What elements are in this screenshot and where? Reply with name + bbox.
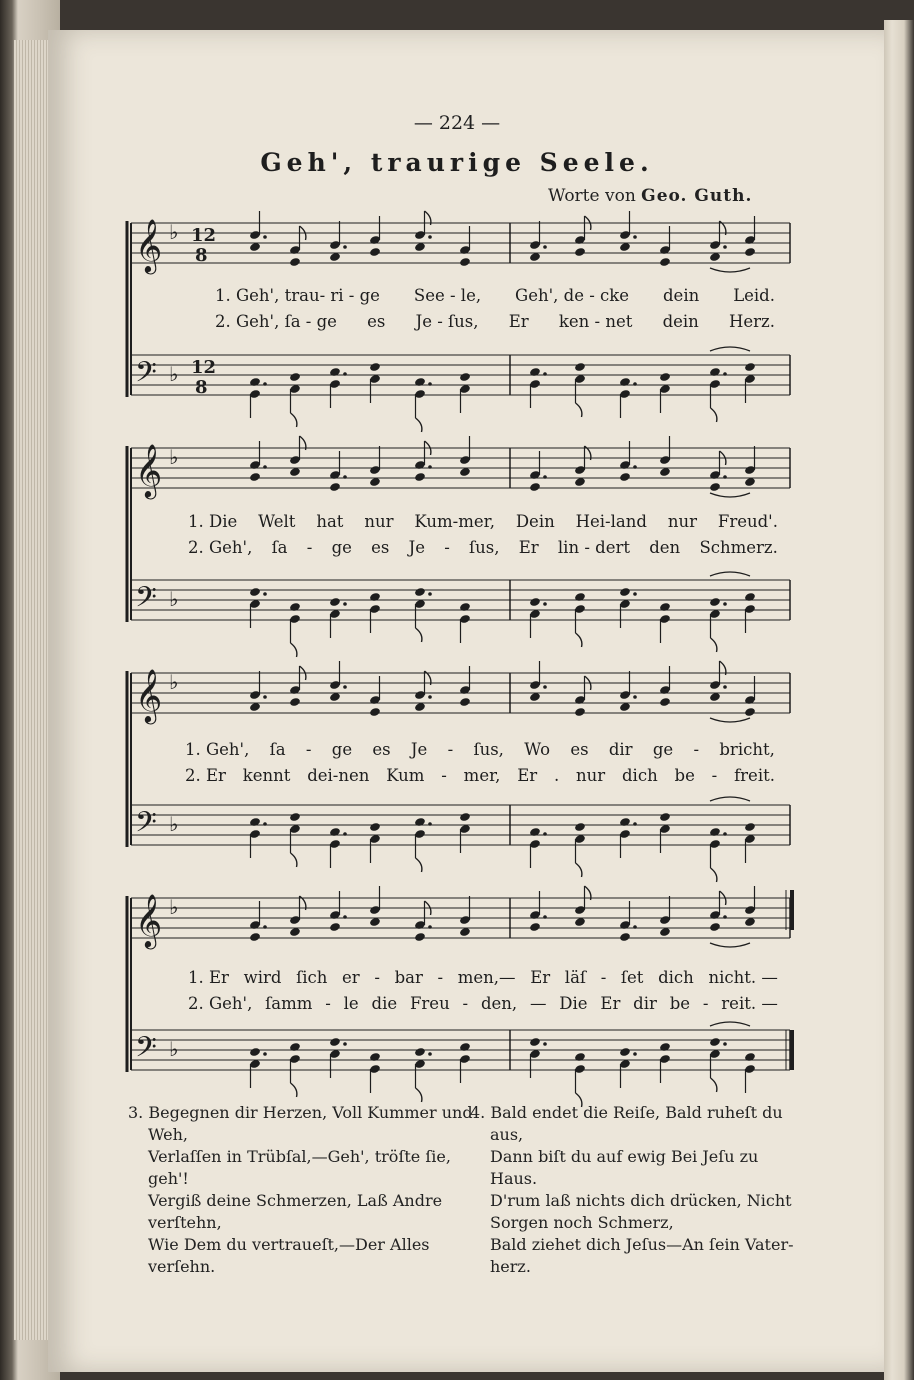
- augmentation-dot: [543, 915, 547, 919]
- key-signature-flat: ♭: [169, 895, 179, 919]
- key-signature-flat: ♭: [169, 670, 179, 694]
- lyric-word: be: [669, 994, 691, 1013]
- time-signature-bottom: 8: [195, 377, 208, 398]
- notehead: [619, 817, 631, 827]
- lyric-word: Wo: [524, 740, 551, 759]
- lyric-word: es: [371, 538, 390, 557]
- notehead: [529, 827, 541, 837]
- notehead: [529, 1037, 541, 1047]
- lyric-word: ge: [652, 740, 674, 759]
- key-signature-flat: ♭: [169, 587, 179, 611]
- lyric-word: Je - ſus,: [415, 312, 479, 331]
- augmentation-dot: [263, 925, 267, 929]
- notehead: [574, 362, 586, 372]
- notehead: [329, 597, 341, 607]
- lyric-word: -: [702, 994, 709, 1013]
- lyric-word: 1. Geh', trau- ri - ge: [215, 286, 380, 305]
- notehead: [619, 1047, 631, 1057]
- notehead: [529, 922, 541, 932]
- key-signature-flat: ♭: [169, 812, 179, 836]
- notehead: [369, 247, 381, 257]
- notehead: [329, 827, 341, 837]
- lyric-word: -: [600, 968, 607, 987]
- lyric-word: .: [553, 766, 560, 785]
- notehead: [529, 482, 541, 492]
- key-signature-flat: ♭: [169, 220, 179, 244]
- notehead: [709, 1037, 721, 1047]
- lyrics-system-4-verse-2: [188, 994, 778, 1013]
- lyrics-system-1-verse-2: [215, 312, 775, 331]
- notehead: [574, 1052, 586, 1062]
- lyrics-system-3-verse-1: [185, 740, 775, 759]
- music-system-1: [125, 215, 795, 405]
- lyric-word: -: [325, 994, 331, 1013]
- notehead: [459, 812, 471, 822]
- augmentation-dot: [633, 1052, 637, 1056]
- lyric-word: ſamm: [265, 994, 313, 1013]
- lyric-word: dir: [608, 740, 633, 759]
- lyric-word: 1. Die: [188, 512, 238, 531]
- augmentation-dot: [428, 695, 432, 699]
- notehead: [249, 377, 261, 387]
- verse-line: verſtehn,: [148, 1213, 222, 1232]
- lyrics-system-4-verse-1: [188, 968, 778, 987]
- key-signature-flat: ♭: [169, 1037, 179, 1061]
- lyric-word: dich: [622, 766, 658, 785]
- author-credit: [548, 186, 752, 206]
- notehead: [414, 932, 426, 942]
- notehead: [744, 592, 756, 602]
- verse-line: Verlaſſen in Trübſal,—Geh', tröſte ſie,: [148, 1147, 451, 1166]
- augmentation-dot: [723, 602, 727, 606]
- notehead: [329, 922, 341, 932]
- lyric-word: men,—: [457, 968, 516, 987]
- notehead: [414, 817, 426, 827]
- tie: [710, 943, 750, 947]
- tie: [710, 718, 750, 722]
- lyric-word: läſ: [564, 968, 587, 987]
- notehead: [459, 1042, 471, 1052]
- notehead: [744, 247, 756, 257]
- notehead: [329, 367, 341, 377]
- lyric-word: -: [711, 766, 718, 785]
- lyric-word: 2. Geh', ſa - ge: [215, 312, 337, 331]
- bass-clef: 𝄢: [135, 356, 157, 396]
- lyric-word: Freud'.: [717, 512, 778, 531]
- augmentation-dot: [263, 1052, 267, 1056]
- augmentation-dot: [263, 822, 267, 826]
- lyric-word: ken - net: [558, 312, 633, 331]
- notehead: [659, 602, 671, 612]
- lyric-word: 1. Geh',: [185, 740, 250, 759]
- notehead: [709, 922, 721, 932]
- treble-clef: 𝄞: [135, 893, 163, 947]
- lyric-word: ge: [331, 740, 353, 759]
- augmentation-dot: [343, 475, 347, 479]
- notehead: [289, 372, 301, 382]
- notehead: [459, 602, 471, 612]
- notehead: [709, 827, 721, 837]
- verse-line: 3. Begegnen dir Herzen, Voll Kummer und: [128, 1103, 473, 1122]
- lyric-word: 1. Er: [188, 968, 229, 987]
- lyric-word: 2. Geh',: [188, 538, 253, 557]
- tie: [710, 572, 750, 576]
- lyric-word: Die: [559, 994, 588, 1013]
- augmentation-dot: [428, 822, 432, 826]
- notehead: [744, 822, 756, 832]
- author-name: Geo. Guth.: [641, 186, 753, 206]
- lyric-word: kennt: [242, 766, 291, 785]
- lyric-word: hat: [316, 512, 344, 531]
- verse-line: Dann biſt du auf ewig Bei Jeſu zu: [490, 1147, 759, 1166]
- lyric-word: 2. Geh',: [188, 994, 253, 1013]
- notehead: [369, 592, 381, 602]
- bass-clef: 𝄢: [135, 1031, 157, 1071]
- lyrics-system-3-verse-2: [185, 766, 775, 785]
- time-signature-top: 12: [191, 225, 217, 246]
- augmentation-dot: [343, 832, 347, 836]
- lyric-word: wird: [243, 968, 282, 987]
- augmentation-dot: [428, 925, 432, 929]
- lyric-word: Er: [508, 312, 529, 331]
- tie: [710, 347, 750, 351]
- notehead: [574, 592, 586, 602]
- augmentation-dot: [633, 235, 637, 239]
- augmentation-dot: [543, 602, 547, 606]
- lyric-word: freit.: [734, 766, 775, 785]
- music-staff-system: [125, 215, 795, 405]
- augmentation-dot: [428, 382, 432, 386]
- augmentation-dot: [723, 245, 727, 249]
- notehead: [414, 377, 426, 387]
- augmentation-dot: [543, 832, 547, 836]
- lyric-word: -: [693, 740, 700, 759]
- lyric-word: dein: [662, 312, 699, 331]
- lyric-word: es: [367, 312, 386, 331]
- verse-line: Wie Dem du vertraueſt,—Der Alles: [148, 1235, 430, 1254]
- bass-clef: 𝄢: [135, 806, 157, 846]
- augmentation-dot: [263, 592, 267, 596]
- notehead: [459, 372, 471, 382]
- verse-line: Weh,: [148, 1125, 188, 1144]
- lyric-word: ſus,: [469, 538, 500, 557]
- augmentation-dot: [633, 592, 637, 596]
- verse-line: 4. Bald endet die Reiſe, Bald ruheſt du: [470, 1103, 783, 1122]
- page-number: — 224 —: [413, 112, 501, 134]
- notehead: [414, 1047, 426, 1057]
- notehead: [659, 257, 671, 267]
- key-signature-flat: ♭: [169, 445, 179, 469]
- augmentation-dot: [428, 592, 432, 596]
- notehead: [709, 482, 721, 492]
- lyric-word: dein: [663, 286, 700, 305]
- notehead: [744, 707, 756, 717]
- key-signature-flat: ♭: [169, 362, 179, 386]
- augmentation-dot: [543, 685, 547, 689]
- lyric-word: —: [529, 994, 547, 1013]
- notehead: [369, 1052, 381, 1062]
- verse-line: Sorgen noch Schmerz,: [490, 1213, 674, 1232]
- augmentation-dot: [543, 475, 547, 479]
- lyric-word: bar: [394, 968, 423, 987]
- notehead: [369, 822, 381, 832]
- hymn-title: Geh', traurige Seele.: [260, 148, 654, 177]
- notehead: [249, 1047, 261, 1057]
- notehead: [414, 587, 426, 597]
- lyric-word: -: [306, 538, 313, 557]
- treble-clef: 𝄞: [135, 443, 163, 497]
- bass-clef: 𝄢: [135, 581, 157, 621]
- lyric-word: Er: [530, 968, 551, 987]
- augmentation-dot: [263, 382, 267, 386]
- verse-line: geh'!: [148, 1169, 189, 1188]
- lyric-word: -: [437, 968, 444, 987]
- notehead: [459, 257, 471, 267]
- lyric-word: ſa: [271, 538, 288, 557]
- notehead: [574, 822, 586, 832]
- augmentation-dot: [723, 372, 727, 376]
- lyric-word: ſet: [620, 968, 644, 987]
- notehead: [659, 697, 671, 707]
- tie: [710, 493, 750, 497]
- tie: [710, 797, 750, 801]
- augmentation-dot: [343, 372, 347, 376]
- lyric-word: nicht. —: [708, 968, 778, 987]
- notehead: [289, 697, 301, 707]
- tie: [710, 268, 750, 272]
- augmentation-dot: [428, 235, 432, 239]
- lyric-word: le: [343, 994, 359, 1013]
- verse-line: Haus.: [490, 1169, 538, 1188]
- lyric-word: 2. Er: [185, 766, 226, 785]
- augmentation-dot: [343, 245, 347, 249]
- notehead: [289, 257, 301, 267]
- notehead: [709, 597, 721, 607]
- lyric-word: Kum-mer,: [414, 512, 495, 531]
- book-right-edge: [884, 20, 914, 1380]
- lyric-word: ſus,: [473, 740, 504, 759]
- augmentation-dot: [263, 235, 267, 239]
- lyrics-system-2-verse-2: [188, 538, 778, 557]
- notehead: [329, 482, 341, 492]
- augmentation-dot: [343, 1042, 347, 1046]
- lyric-word: nur: [576, 766, 606, 785]
- notehead: [619, 472, 631, 482]
- lyric-word: dei-nen: [307, 766, 370, 785]
- notehead: [289, 602, 301, 612]
- lyric-word: Freu: [409, 994, 450, 1013]
- notehead: [529, 597, 541, 607]
- augmentation-dot: [723, 475, 727, 479]
- augmentation-dot: [263, 695, 267, 699]
- tie: [710, 1022, 750, 1026]
- lyric-word: den,: [480, 994, 518, 1013]
- augmentation-dot: [428, 465, 432, 469]
- lyric-word: Er: [518, 538, 539, 557]
- music-system-2: [125, 440, 795, 630]
- augmentation-dot: [723, 832, 727, 836]
- verse-4: [470, 1102, 800, 1278]
- notehead: [329, 1037, 341, 1047]
- augmentation-dot: [428, 1052, 432, 1056]
- lyric-word: er: [342, 968, 360, 987]
- verse-line: D'rum laß nichts dich drücken, Nicht: [490, 1191, 792, 1210]
- lyric-word: die: [371, 994, 398, 1013]
- lyric-word: nur: [364, 512, 394, 531]
- notehead: [659, 372, 671, 382]
- augmentation-dot: [343, 685, 347, 689]
- notehead: [744, 1052, 756, 1062]
- lyric-word: -: [441, 766, 447, 785]
- lyric-word: nur: [667, 512, 697, 531]
- lyric-word: Je: [408, 538, 425, 557]
- lyrics-system-1-verse-1: [215, 286, 775, 305]
- augmentation-dot: [543, 245, 547, 249]
- time-signature-top: 12: [191, 357, 217, 378]
- lyric-word: be: [674, 766, 695, 785]
- music-system-3: [125, 665, 795, 855]
- lyric-word: ſich: [296, 968, 328, 987]
- lyric-word: mer,: [463, 766, 501, 785]
- lyric-word: dir: [633, 994, 657, 1013]
- verse-line: verſehn.: [148, 1257, 216, 1276]
- lyric-word: Er: [600, 994, 621, 1013]
- lyric-word: lin - dert: [557, 538, 630, 557]
- notehead: [249, 932, 261, 942]
- notehead: [709, 367, 721, 377]
- notehead: [574, 707, 586, 717]
- lyric-word: Schmerz.: [699, 538, 778, 557]
- notehead: [459, 697, 471, 707]
- augmentation-dot: [723, 1042, 727, 1046]
- augmentation-dot: [543, 372, 547, 376]
- verse-line: Bald ziehet dich Jeſus—An ſein Vater-: [490, 1235, 794, 1254]
- lyric-word: Herz.: [729, 312, 775, 331]
- augmentation-dot: [633, 695, 637, 699]
- lyric-word: Geh', de - cke: [515, 286, 630, 305]
- notehead: [369, 362, 381, 372]
- notehead: [249, 587, 261, 597]
- augmentation-dot: [343, 915, 347, 919]
- verse-line: herz.: [490, 1257, 531, 1276]
- lyric-word: -: [374, 968, 380, 987]
- notehead: [574, 247, 586, 257]
- verse-line: aus,: [490, 1125, 524, 1144]
- notehead: [619, 932, 631, 942]
- augmentation-dot: [543, 1042, 547, 1046]
- lyric-word: den: [649, 538, 681, 557]
- music-staff-system: [125, 665, 795, 855]
- notehead: [659, 1042, 671, 1052]
- lyric-word: See - le,: [413, 286, 482, 305]
- notehead: [289, 1042, 301, 1052]
- lyric-word: Leid.: [733, 286, 775, 305]
- notehead: [249, 817, 261, 827]
- augmentation-dot: [633, 382, 637, 386]
- treble-clef: 𝄞: [135, 668, 163, 722]
- lyric-word: ſa: [269, 740, 286, 759]
- augmentation-dot: [633, 925, 637, 929]
- notehead: [249, 472, 261, 482]
- lyric-word: Dein: [515, 512, 555, 531]
- treble-clef: 𝄞: [135, 218, 163, 272]
- lyric-word: dich: [658, 968, 694, 987]
- notehead: [744, 362, 756, 372]
- lyric-word: es: [570, 740, 589, 759]
- lyric-word: -: [444, 538, 450, 557]
- lyric-word: es: [372, 740, 391, 759]
- lyric-word: -: [447, 740, 454, 759]
- lyric-word: Hei-land: [575, 512, 647, 531]
- augmentation-dot: [723, 685, 727, 689]
- lyric-word: Welt: [258, 512, 296, 531]
- lyric-word: bricht,: [719, 740, 775, 759]
- lyrics-system-2-verse-1: [188, 512, 778, 531]
- augmentation-dot: [723, 915, 727, 919]
- verse-line: Vergiß deine Schmerzen, Laß Andre: [148, 1191, 443, 1210]
- notehead: [369, 707, 381, 717]
- augmentation-dot: [343, 602, 347, 606]
- notehead: [529, 367, 541, 377]
- augmentation-dot: [633, 465, 637, 469]
- notehead: [414, 472, 426, 482]
- notehead: [619, 377, 631, 387]
- lyric-word: reit. —: [721, 994, 778, 1013]
- music-staff-system: [125, 440, 795, 630]
- lyric-word: Kum: [386, 766, 425, 785]
- lyric-word: Je: [410, 740, 428, 759]
- author-prefix: Worte von: [548, 186, 636, 206]
- lyric-word: -: [305, 740, 312, 759]
- time-signature-bottom: 8: [195, 245, 208, 266]
- notehead: [619, 587, 631, 597]
- verse-3: [128, 1102, 473, 1278]
- augmentation-dot: [633, 822, 637, 826]
- lyric-word: ge: [331, 538, 352, 557]
- notehead: [289, 812, 301, 822]
- lyric-word: -: [462, 994, 469, 1013]
- lyric-word: Er: [517, 766, 538, 785]
- notehead: [659, 812, 671, 822]
- augmentation-dot: [263, 465, 267, 469]
